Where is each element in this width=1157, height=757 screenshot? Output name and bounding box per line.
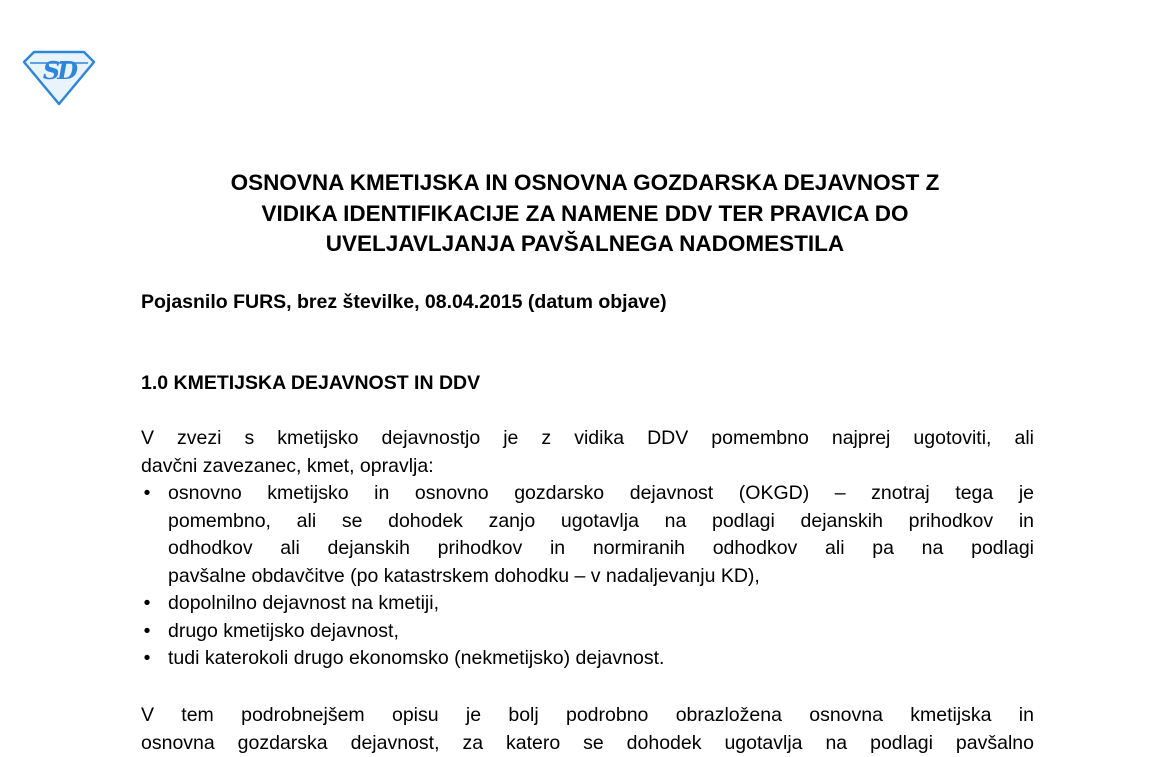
list-item-line: odhodkov ali dejanskih prihodkov in normiranih odhodkov ali pa na podlagi	[168, 535, 1034, 563]
bullet-icon: •	[141, 645, 153, 673]
paragraph-line: osnovna gozdarska dejavnost, za katero se dohodek ugotavlja na podlagi pavšalno	[141, 730, 1034, 757]
list-item-line: dopolnilno dejavnost na kmetiji,	[168, 590, 1034, 618]
paragraph-line: davčni zavezanec, kmet, opravlja:	[141, 453, 1034, 481]
document-title	[120, 168, 1050, 260]
list-item-line: drugo kmetijsko dejavnost,	[168, 618, 1034, 646]
title-line: UVELJAVLJANJA PAVŠALNEGA NADOMESTILA	[120, 229, 1050, 260]
list-item	[141, 618, 1034, 646]
paragraph-line: V zvezi s kmetijsko dejavnostjo je z vidika DDV pomembno najprej ugotoviti, ali	[141, 425, 1034, 453]
bullet-icon: •	[141, 480, 153, 508]
list-item	[141, 480, 1034, 590]
company-logo	[22, 50, 96, 106]
intro-paragraph	[141, 425, 1034, 480]
list-item-line: tudi katerokoli drugo ekonomsko (nekmetijsko) dejavnost.	[168, 645, 1034, 673]
list-item-line: pomembno, ali se dohodek zanjo ugotavlja na podlagi dejanskih prihodkov in	[168, 508, 1034, 536]
list-item-line: pavšalne obdavčitve (po katastrskem dohodku – v nadaljevanju KD),	[168, 563, 1034, 591]
title-line: VIDIKA IDENTIFIKACIJE ZA NAMENE DDV TER PRAVICA DO	[120, 199, 1050, 230]
title-line: OSNOVNA KMETIJSKA IN OSNOVNA GOZDARSKA DEJAVNOST Z	[120, 168, 1050, 199]
logo-letters: SD	[30, 56, 88, 85]
source-note: Pojasnilo FURS, brez številke, 08.04.2015 (datum objave)	[141, 289, 667, 315]
list-item	[141, 590, 1034, 618]
activity-list	[141, 480, 1034, 673]
bullet-icon: •	[141, 590, 153, 618]
outro-paragraph	[141, 702, 1034, 757]
section-heading: 1.0 KMETIJSKA DEJAVNOST IN DDV	[141, 370, 480, 396]
list-item	[141, 645, 1034, 673]
bullet-icon: •	[141, 618, 153, 646]
paragraph-line: V tem podrobnejšem opisu je bolj podrobno obrazložena osnovna kmetijska in	[141, 702, 1034, 730]
list-item-line: osnovno kmetijsko in osnovno gozdarsko dejavnost (OKGD) – znotraj tega je	[168, 480, 1034, 508]
